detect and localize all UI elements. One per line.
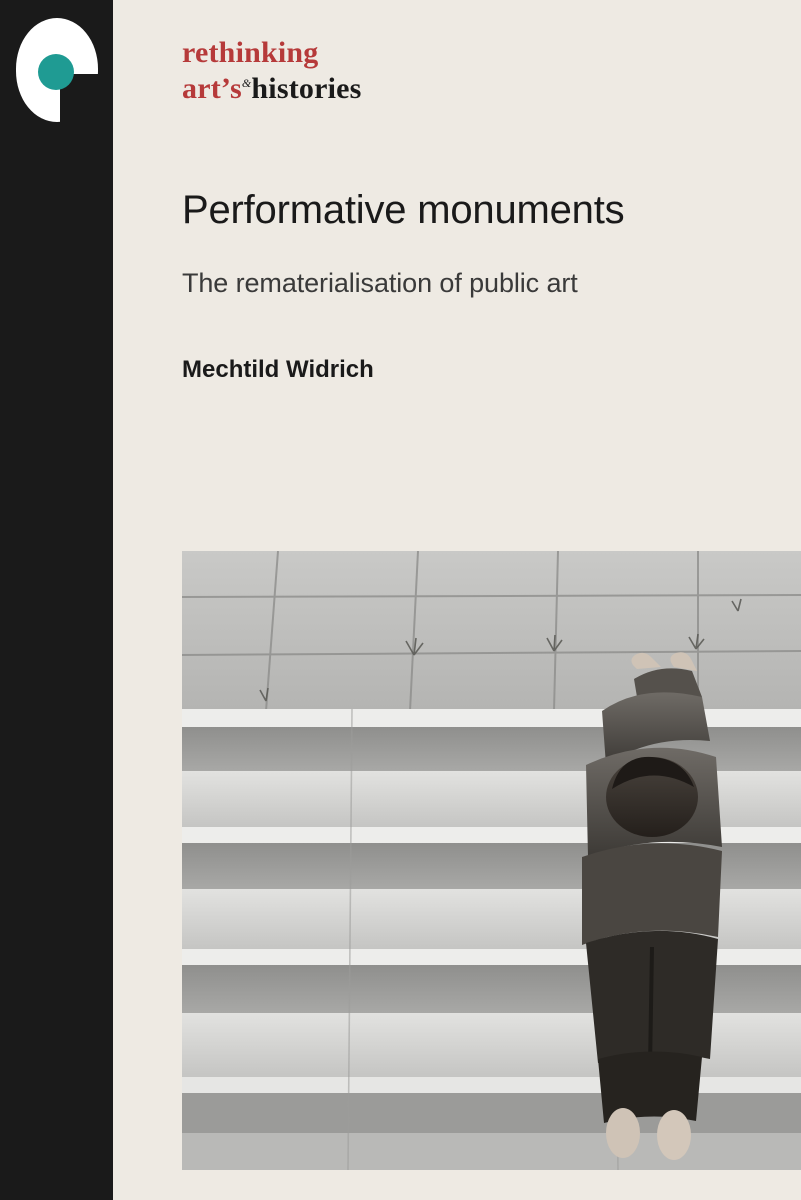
series-title-art: art xyxy=(182,72,221,105)
page-subtitle: The rematerialisation of public art xyxy=(182,268,578,298)
series-title xyxy=(182,38,602,104)
series-title-ampersand: & xyxy=(241,76,252,90)
series-title-apostrophe: ’s xyxy=(220,72,242,105)
cover-photograph xyxy=(182,551,801,1170)
author-name: Mechtild Widrich xyxy=(182,356,374,383)
series-title-histories: histories xyxy=(251,72,362,105)
logo-dot-icon xyxy=(38,54,74,90)
series-title-line1: rethinking xyxy=(182,36,319,69)
cover-photo-illustration xyxy=(182,551,801,1170)
series-title-line2 xyxy=(182,74,602,104)
rethinking-arts-histories-logo xyxy=(16,18,98,122)
spine-band xyxy=(0,0,113,1200)
page-title: Performative monuments xyxy=(182,188,625,232)
